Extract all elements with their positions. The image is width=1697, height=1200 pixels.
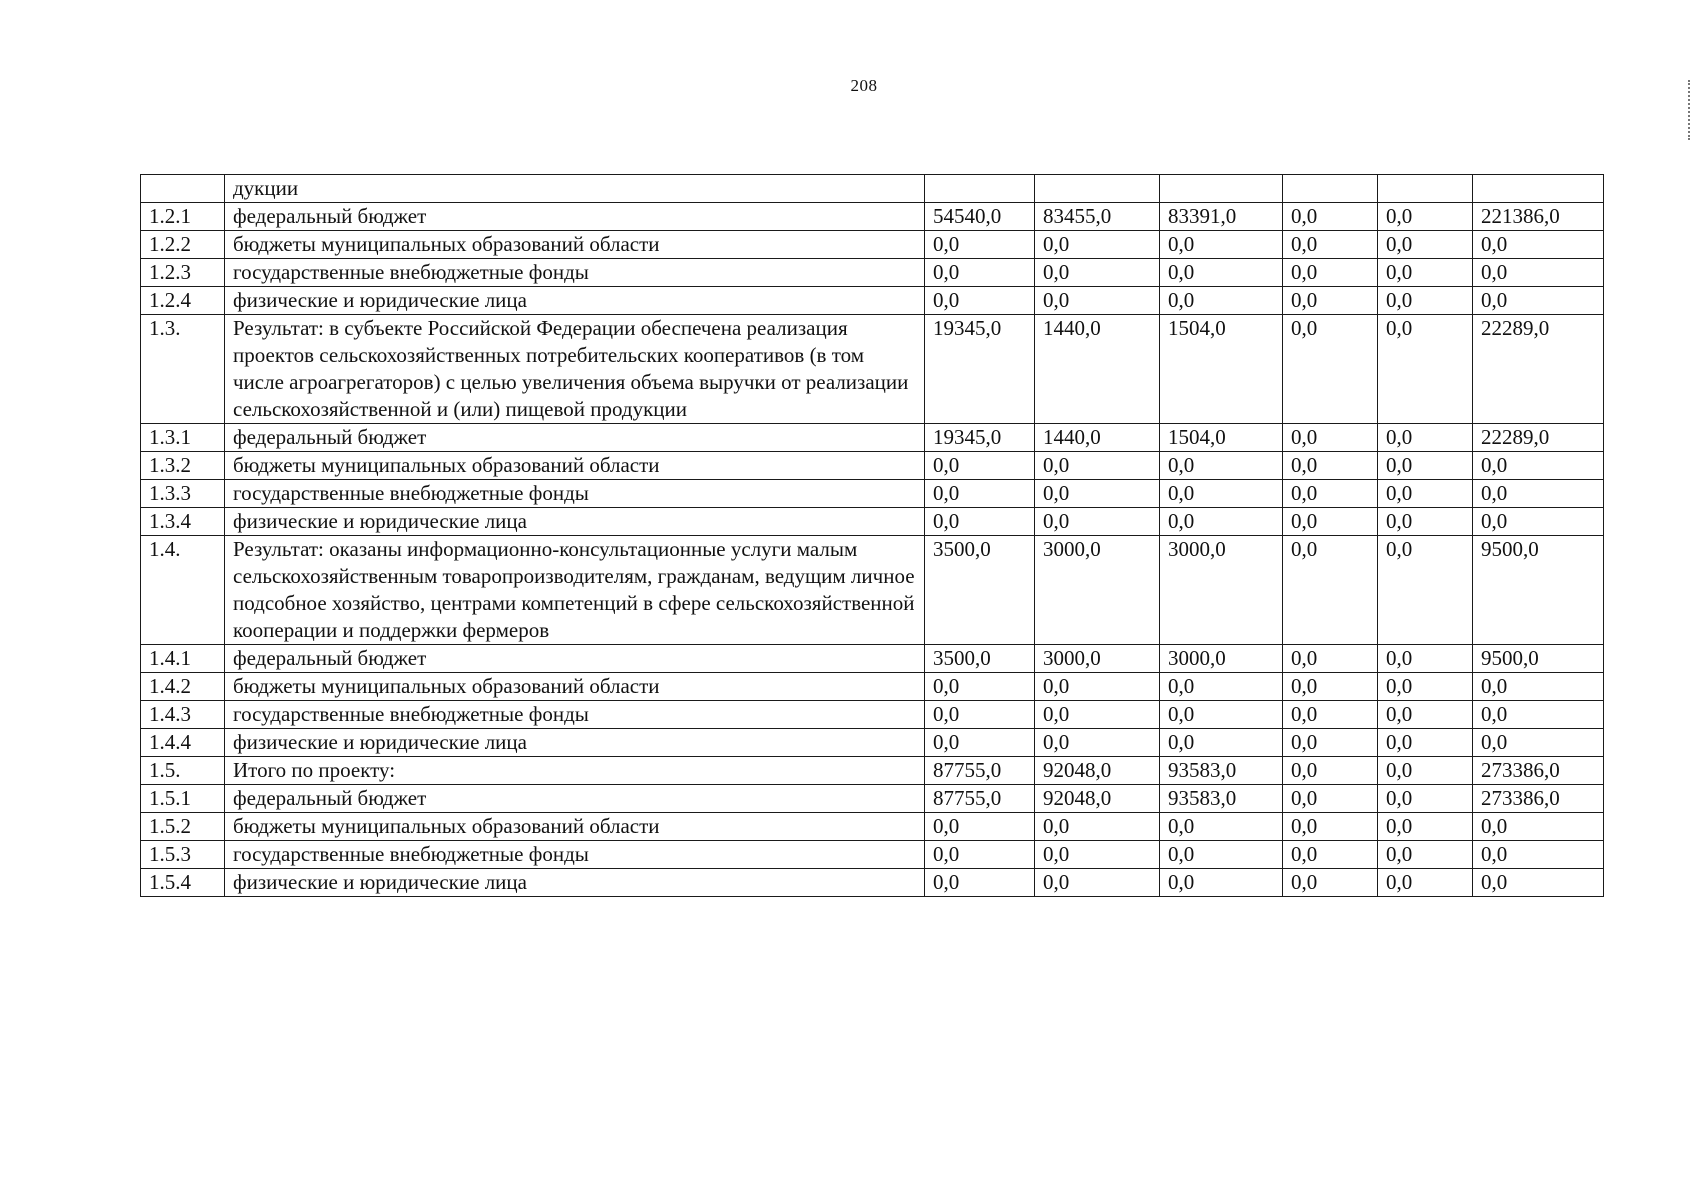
value-cell-col-1: 0,0 bbox=[925, 508, 1035, 536]
row-code-cell: 1.2.4 bbox=[141, 287, 225, 315]
value-cell-col-2: 0,0 bbox=[1035, 452, 1160, 480]
value-cell-col-3: 0,0 bbox=[1160, 673, 1283, 701]
value-cell-col-4: 0,0 bbox=[1283, 757, 1378, 785]
value-cell-col-5: 0,0 bbox=[1378, 757, 1473, 785]
value-cell-col-6: 22289,0 bbox=[1473, 424, 1604, 452]
value-cell-col-3: 0,0 bbox=[1160, 841, 1283, 869]
budget-table-body bbox=[141, 175, 1604, 897]
value-cell-col-5: 0,0 bbox=[1378, 203, 1473, 231]
value-cell-col-5: 0,0 bbox=[1378, 452, 1473, 480]
budget-table bbox=[140, 174, 1604, 897]
value-cell-col-4: 0,0 bbox=[1283, 480, 1378, 508]
table-row bbox=[141, 452, 1604, 480]
value-cell-col-1: 19345,0 bbox=[925, 315, 1035, 424]
value-cell-col-2: 0,0 bbox=[1035, 841, 1160, 869]
value-cell-col-2: 3000,0 bbox=[1035, 536, 1160, 645]
row-label-cell: государственные внебюджетные фонды bbox=[225, 259, 925, 287]
value-cell-col-2: 0,0 bbox=[1035, 508, 1160, 536]
value-cell-col-5 bbox=[1378, 175, 1473, 203]
value-cell-col-2 bbox=[1035, 175, 1160, 203]
value-cell-col-6: 0,0 bbox=[1473, 231, 1604, 259]
value-cell-col-5: 0,0 bbox=[1378, 785, 1473, 813]
value-cell-col-6: 22289,0 bbox=[1473, 315, 1604, 424]
value-cell-col-2: 0,0 bbox=[1035, 259, 1160, 287]
row-label-cell: федеральный бюджет bbox=[225, 203, 925, 231]
row-label-cell: физические и юридические лица bbox=[225, 729, 925, 757]
value-cell-col-3: 0,0 bbox=[1160, 729, 1283, 757]
table-row bbox=[141, 701, 1604, 729]
value-cell-col-4: 0,0 bbox=[1283, 701, 1378, 729]
row-label-cell: федеральный бюджет bbox=[225, 785, 925, 813]
table-row bbox=[141, 424, 1604, 452]
value-cell-col-5: 0,0 bbox=[1378, 315, 1473, 424]
table-row bbox=[141, 813, 1604, 841]
value-cell-col-2: 0,0 bbox=[1035, 701, 1160, 729]
value-cell-col-3: 0,0 bbox=[1160, 231, 1283, 259]
value-cell-col-5: 0,0 bbox=[1378, 729, 1473, 757]
value-cell-col-5: 0,0 bbox=[1378, 673, 1473, 701]
value-cell-col-1: 3500,0 bbox=[925, 645, 1035, 673]
value-cell-col-3: 93583,0 bbox=[1160, 785, 1283, 813]
table-row bbox=[141, 729, 1604, 757]
row-code-cell: 1.3.1 bbox=[141, 424, 225, 452]
value-cell-col-1: 3500,0 bbox=[925, 536, 1035, 645]
row-label-cell: бюджеты муниципальных образований области bbox=[225, 673, 925, 701]
row-label-cell: дукции bbox=[225, 175, 925, 203]
value-cell-col-6: 9500,0 bbox=[1473, 536, 1604, 645]
value-cell-col-5: 0,0 bbox=[1378, 508, 1473, 536]
value-cell-col-1: 0,0 bbox=[925, 287, 1035, 315]
table-row bbox=[141, 203, 1604, 231]
row-label-cell: федеральный бюджет bbox=[225, 424, 925, 452]
row-label-cell: физические и юридические лица bbox=[225, 869, 925, 897]
row-label-cell: государственные внебюджетные фонды bbox=[225, 701, 925, 729]
value-cell-col-2: 0,0 bbox=[1035, 869, 1160, 897]
table-row bbox=[141, 315, 1604, 424]
value-cell-col-3: 0,0 bbox=[1160, 813, 1283, 841]
row-code-cell: 1.3. bbox=[141, 315, 225, 424]
row-code-cell: 1.3.2 bbox=[141, 452, 225, 480]
value-cell-col-3: 0,0 bbox=[1160, 508, 1283, 536]
row-code-cell: 1.2.3 bbox=[141, 259, 225, 287]
value-cell-col-4: 0,0 bbox=[1283, 287, 1378, 315]
value-cell-col-3: 3000,0 bbox=[1160, 645, 1283, 673]
table-row bbox=[141, 480, 1604, 508]
value-cell-col-2: 0,0 bbox=[1035, 729, 1160, 757]
row-label-cell: бюджеты муниципальных образований области bbox=[225, 813, 925, 841]
value-cell-col-4 bbox=[1283, 175, 1378, 203]
table-row bbox=[141, 841, 1604, 869]
table-row bbox=[141, 287, 1604, 315]
value-cell-col-6: 221386,0 bbox=[1473, 203, 1604, 231]
value-cell-col-2: 0,0 bbox=[1035, 813, 1160, 841]
value-cell-col-1: 0,0 bbox=[925, 673, 1035, 701]
value-cell-col-1 bbox=[925, 175, 1035, 203]
value-cell-col-2: 92048,0 bbox=[1035, 757, 1160, 785]
value-cell-col-4: 0,0 bbox=[1283, 645, 1378, 673]
value-cell-col-4: 0,0 bbox=[1283, 729, 1378, 757]
value-cell-col-5: 0,0 bbox=[1378, 645, 1473, 673]
table-row bbox=[141, 175, 1604, 203]
value-cell-col-6: 0,0 bbox=[1473, 813, 1604, 841]
value-cell-col-2: 83455,0 bbox=[1035, 203, 1160, 231]
value-cell-col-4: 0,0 bbox=[1283, 259, 1378, 287]
value-cell-col-6: 0,0 bbox=[1473, 452, 1604, 480]
value-cell-col-2: 1440,0 bbox=[1035, 315, 1160, 424]
value-cell-col-1: 0,0 bbox=[925, 259, 1035, 287]
row-code-cell: 1.2.1 bbox=[141, 203, 225, 231]
row-code-cell: 1.2.2 bbox=[141, 231, 225, 259]
value-cell-col-4: 0,0 bbox=[1283, 315, 1378, 424]
value-cell-col-1: 0,0 bbox=[925, 452, 1035, 480]
row-label-cell: Результат: оказаны информационно-консультационные услуги малым сельскохозяйственным товаропроизводителям, гражданам, ведущим личное подсобное хозяйство, центрами компетенций в сфере сельскохозяйственной кооперации и поддержки фермеров bbox=[225, 536, 925, 645]
value-cell-col-3: 0,0 bbox=[1160, 287, 1283, 315]
value-cell-col-3: 1504,0 bbox=[1160, 315, 1283, 424]
value-cell-col-5: 0,0 bbox=[1378, 424, 1473, 452]
value-cell-col-2: 0,0 bbox=[1035, 673, 1160, 701]
value-cell-col-6: 0,0 bbox=[1473, 287, 1604, 315]
value-cell-col-5: 0,0 bbox=[1378, 701, 1473, 729]
value-cell-col-3: 3000,0 bbox=[1160, 536, 1283, 645]
row-label-cell: государственные внебюджетные фонды bbox=[225, 841, 925, 869]
table-row bbox=[141, 673, 1604, 701]
page-number: 208 bbox=[850, 76, 878, 95]
value-cell-col-4: 0,0 bbox=[1283, 841, 1378, 869]
value-cell-col-5: 0,0 bbox=[1378, 259, 1473, 287]
value-cell-col-4: 0,0 bbox=[1283, 536, 1378, 645]
table-row bbox=[141, 536, 1604, 645]
value-cell-col-5: 0,0 bbox=[1378, 536, 1473, 645]
value-cell-col-1: 87755,0 bbox=[925, 757, 1035, 785]
row-label-cell: Итого по проекту: bbox=[225, 757, 925, 785]
value-cell-col-4: 0,0 bbox=[1283, 785, 1378, 813]
value-cell-col-1: 0,0 bbox=[925, 480, 1035, 508]
value-cell-col-3: 83391,0 bbox=[1160, 203, 1283, 231]
value-cell-col-6: 0,0 bbox=[1473, 841, 1604, 869]
value-cell-col-2: 0,0 bbox=[1035, 231, 1160, 259]
value-cell-col-1: 0,0 bbox=[925, 841, 1035, 869]
value-cell-col-5: 0,0 bbox=[1378, 287, 1473, 315]
value-cell-col-1: 0,0 bbox=[925, 869, 1035, 897]
value-cell-col-5: 0,0 bbox=[1378, 841, 1473, 869]
row-code-cell: 1.4. bbox=[141, 536, 225, 645]
row-code-cell: 1.5.2 bbox=[141, 813, 225, 841]
row-code-cell: 1.5.4 bbox=[141, 869, 225, 897]
value-cell-col-2: 3000,0 bbox=[1035, 645, 1160, 673]
row-code-cell: 1.3.3 bbox=[141, 480, 225, 508]
row-label-cell: физические и юридические лица bbox=[225, 287, 925, 315]
value-cell-col-5: 0,0 bbox=[1378, 813, 1473, 841]
value-cell-col-3: 0,0 bbox=[1160, 480, 1283, 508]
value-cell-col-3: 93583,0 bbox=[1160, 757, 1283, 785]
table-row bbox=[141, 785, 1604, 813]
row-label-cell: федеральный бюджет bbox=[225, 645, 925, 673]
value-cell-col-6: 0,0 bbox=[1473, 729, 1604, 757]
table-row bbox=[141, 259, 1604, 287]
row-code-cell: 1.5.3 bbox=[141, 841, 225, 869]
value-cell-col-5: 0,0 bbox=[1378, 231, 1473, 259]
value-cell-col-1: 0,0 bbox=[925, 813, 1035, 841]
value-cell-col-4: 0,0 bbox=[1283, 673, 1378, 701]
row-code-cell: 1.5.1 bbox=[141, 785, 225, 813]
value-cell-col-6: 273386,0 bbox=[1473, 785, 1604, 813]
budget-table-container bbox=[140, 174, 1603, 897]
value-cell-col-6 bbox=[1473, 175, 1604, 203]
value-cell-col-4: 0,0 bbox=[1283, 452, 1378, 480]
row-code-cell: 1.4.2 bbox=[141, 673, 225, 701]
value-cell-col-3: 0,0 bbox=[1160, 701, 1283, 729]
row-code-cell: 1.4.3 bbox=[141, 701, 225, 729]
row-label-cell: бюджеты муниципальных образований области bbox=[225, 231, 925, 259]
value-cell-col-6: 0,0 bbox=[1473, 480, 1604, 508]
value-cell-col-4: 0,0 bbox=[1283, 231, 1378, 259]
value-cell-col-4: 0,0 bbox=[1283, 508, 1378, 536]
value-cell-col-2: 0,0 bbox=[1035, 480, 1160, 508]
value-cell-col-6: 0,0 bbox=[1473, 259, 1604, 287]
value-cell-col-6: 273386,0 bbox=[1473, 757, 1604, 785]
table-row bbox=[141, 869, 1604, 897]
value-cell-col-1: 0,0 bbox=[925, 701, 1035, 729]
value-cell-col-6: 0,0 bbox=[1473, 701, 1604, 729]
value-cell-col-4: 0,0 bbox=[1283, 424, 1378, 452]
value-cell-col-6: 0,0 bbox=[1473, 869, 1604, 897]
value-cell-col-4: 0,0 bbox=[1283, 203, 1378, 231]
value-cell-col-6: 9500,0 bbox=[1473, 645, 1604, 673]
row-label-cell: государственные внебюджетные фонды bbox=[225, 480, 925, 508]
row-code-cell: 1.4.4 bbox=[141, 729, 225, 757]
table-row bbox=[141, 645, 1604, 673]
row-label-cell: физические и юридические лица bbox=[225, 508, 925, 536]
value-cell-col-2: 92048,0 bbox=[1035, 785, 1160, 813]
value-cell-col-5: 0,0 bbox=[1378, 869, 1473, 897]
value-cell-col-5: 0,0 bbox=[1378, 480, 1473, 508]
table-row bbox=[141, 231, 1604, 259]
table-row bbox=[141, 757, 1604, 785]
value-cell-col-2: 0,0 bbox=[1035, 287, 1160, 315]
table-row bbox=[141, 508, 1604, 536]
value-cell-col-3: 0,0 bbox=[1160, 259, 1283, 287]
value-cell-col-1: 0,0 bbox=[925, 729, 1035, 757]
row-code-cell: 1.5. bbox=[141, 757, 225, 785]
scan-edge-marks bbox=[1688, 80, 1693, 140]
value-cell-col-1: 54540,0 bbox=[925, 203, 1035, 231]
row-code-cell: 1.4.1 bbox=[141, 645, 225, 673]
value-cell-col-6: 0,0 bbox=[1473, 508, 1604, 536]
value-cell-col-1: 0,0 bbox=[925, 231, 1035, 259]
value-cell-col-2: 1440,0 bbox=[1035, 424, 1160, 452]
row-label-cell: Результат: в субъекте Российской Федерации обеспечена реализация проектов сельскохозяйственных потребительских кооперативов (в том числе агроагрегаторов) с целью увеличения объема выручки от реализации сельскохозяйственной и (или) пищевой продукции bbox=[225, 315, 925, 424]
row-code-cell bbox=[141, 175, 225, 203]
row-code-cell: 1.3.4 bbox=[141, 508, 225, 536]
value-cell-col-3: 1504,0 bbox=[1160, 424, 1283, 452]
value-cell-col-6: 0,0 bbox=[1473, 673, 1604, 701]
value-cell-col-3: 0,0 bbox=[1160, 452, 1283, 480]
value-cell-col-3: 0,0 bbox=[1160, 869, 1283, 897]
value-cell-col-4: 0,0 bbox=[1283, 869, 1378, 897]
value-cell-col-1: 87755,0 bbox=[925, 785, 1035, 813]
value-cell-col-3 bbox=[1160, 175, 1283, 203]
row-label-cell: бюджеты муниципальных образований области bbox=[225, 452, 925, 480]
value-cell-col-1: 19345,0 bbox=[925, 424, 1035, 452]
value-cell-col-4: 0,0 bbox=[1283, 813, 1378, 841]
